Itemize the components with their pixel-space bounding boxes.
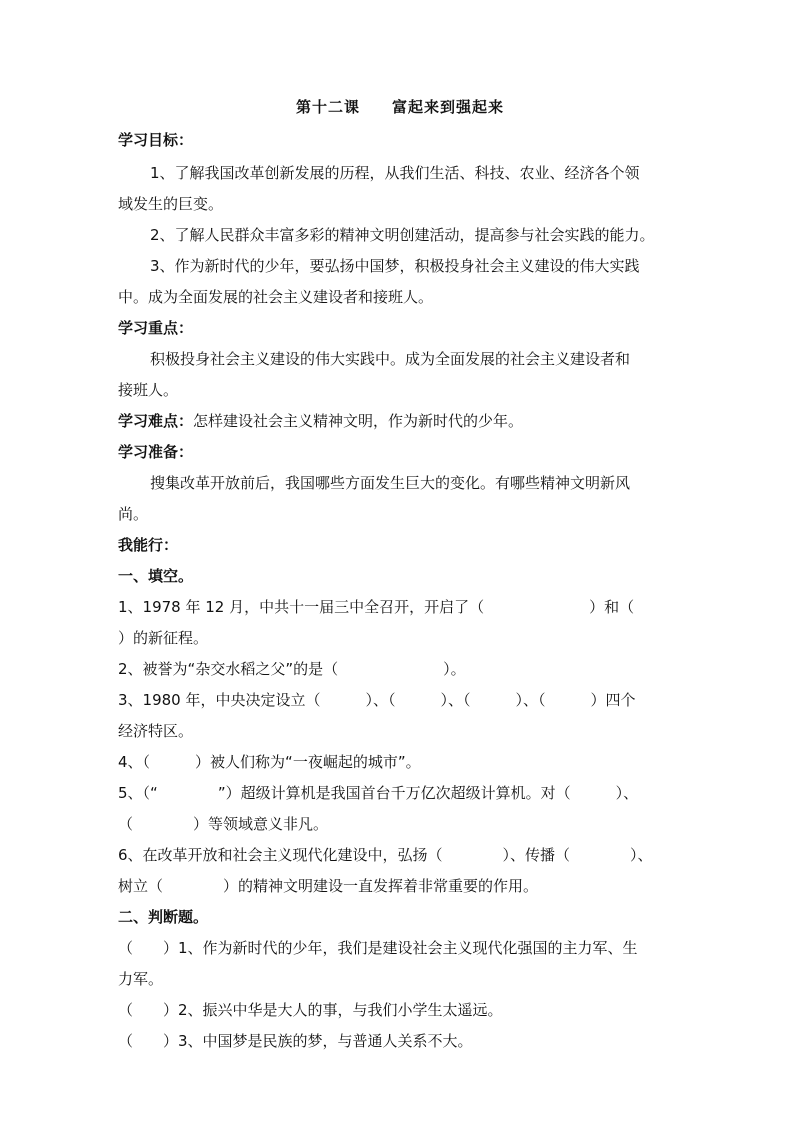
preparation-line-2: 尚。: [118, 505, 149, 523]
judge-heading: 二、判断题。: [118, 908, 209, 926]
fill-question-5-line-2: （ ）等领域意义非凡。: [118, 815, 329, 833]
fill-question-1-line-2: ）的新征程。: [118, 629, 209, 647]
fill-question-6-line-2: 树立（ ）的精神文明建设一直发挥着非常重要的作用。: [118, 877, 539, 895]
objective-2: 2、了解人民群众丰富多彩的精神文明创建活动，提高参与社会实践的能力。: [150, 226, 655, 244]
key-points-line-2: 接班人。: [118, 381, 179, 399]
judge-question-2: （ ）2、振兴中华是大人的事，与我们小学生太遥远。: [118, 1001, 503, 1019]
objective-1-line-1: 1、了解我国改革创新发展的历程，从我们生活、科技、农业、经济各个领: [150, 164, 640, 182]
lesson-title: 第十二课 富起来到强起来: [295, 98, 504, 116]
judge-question-3: （ ）3、中国梦是民族的梦，与普通人关系不大。: [118, 1032, 473, 1050]
fill-question-2: 2、被誉为“杂交水稻之父”的是（ ）。: [118, 660, 466, 678]
key-points-heading: 学习重点：: [118, 319, 194, 337]
fill-question-4: 4、（ ）被人们称为“一夜崛起的城市”。: [118, 753, 421, 771]
objective-3-line-2: 中。成为全面发展的社会主义建设者和接班人。: [118, 288, 434, 306]
can-do-heading: 我能行：: [118, 536, 179, 554]
fill-question-1-line-1: 1、1978 年 12 月，中共十一届三中全召开，开启了（ ）和（: [118, 598, 635, 616]
fill-question-6-line-1: 6、在改革开放和社会主义现代化建设中，弘扬（ ）、传播（ ）、: [118, 846, 653, 864]
difficulty: 学习难点：怎样建设社会主义精神文明，作为新时代的少年。: [118, 412, 524, 430]
objective-3-line-1: 3、作为新时代的少年，要弘扬中国梦，积极投身社会主义建设的伟大实践: [150, 257, 640, 275]
fill-question-3-line-1: 3、1980 年，中央决定设立（ ）、（ ）、（ ）、（ ）四个: [118, 691, 636, 709]
fill-question-3-line-2: 经济特区。: [118, 722, 194, 740]
preparation-heading: 学习准备：: [118, 443, 194, 461]
fill-blank-heading: 一、填空。: [118, 567, 194, 585]
difficulty-body: 怎样建设社会主义精神文明，作为新时代的少年。: [193, 412, 524, 430]
fill-question-5-line-1: 5、（“ ”）超级计算机是我国首台千万亿次超级计算机。对（ ）、: [118, 784, 639, 802]
judge-question-1-line-1: （ ）1、作为新时代的少年，我们是建设社会主义现代化强国的主力军、生: [118, 939, 638, 957]
judge-question-1-line-2: 力军。: [118, 970, 164, 988]
key-points-line-1: 积极投身社会主义建设的伟大实践中。成为全面发展的社会主义建设者和: [150, 350, 631, 368]
preparation-line-1: 搜集改革开放前后，我国哪些方面发生巨大的变化。有哪些精神文明新风: [150, 474, 631, 492]
objectives-heading: 学习目标：: [118, 131, 194, 149]
objective-1-line-2: 域发生的巨变。: [118, 195, 224, 213]
